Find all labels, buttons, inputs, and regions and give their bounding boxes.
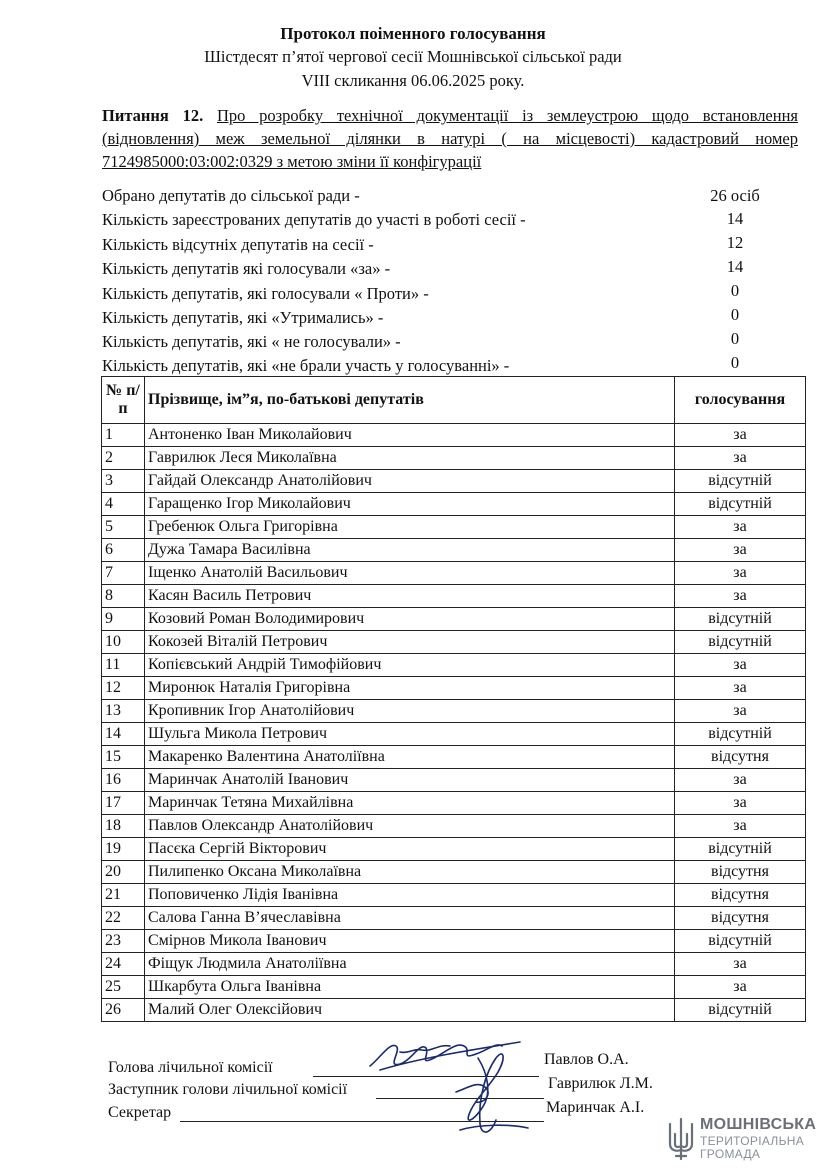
vote-value: відсутній xyxy=(675,838,806,861)
stat-label: Кількість відсутніх депутатів на сесії - xyxy=(102,235,374,254)
table-row xyxy=(102,769,806,792)
table-row xyxy=(102,424,806,447)
deputy-name: Фіщук Людмила Анатоліївна xyxy=(145,953,675,976)
table-header-row xyxy=(102,377,806,424)
signature-role: Голова лічильної комісії xyxy=(108,1059,273,1076)
stat-value: 14 xyxy=(726,257,744,276)
stat-label: Кількість депутатів, які «не брали участь у голосуванні» - xyxy=(102,356,510,375)
header-name: Прізвище, ім”я, по-батькові депутатів xyxy=(145,377,675,424)
deputy-name: Гаврилюк Леся Миколаївна xyxy=(145,447,675,470)
table-row xyxy=(102,838,806,861)
stat-label: Обрано депутатів до сільської ради - xyxy=(102,186,360,205)
row-number: 17 xyxy=(102,792,145,815)
vote-value: відсутній xyxy=(675,608,806,631)
table-row xyxy=(102,746,806,769)
stat-value: 0 xyxy=(730,305,740,324)
deputy-name: Макаренко Валентина Анатоліївна xyxy=(145,746,675,769)
deputy-name: Шульга Микола Петрович xyxy=(145,723,675,746)
trident-icon xyxy=(666,1116,696,1162)
stat-value: 0 xyxy=(730,281,740,300)
stat-value: 0 xyxy=(730,329,740,348)
table-row xyxy=(102,516,806,539)
signature-role: Секретар xyxy=(108,1104,172,1121)
table-row xyxy=(102,539,806,562)
deputy-name: Гаращенко Ігор Миколайович xyxy=(145,493,675,516)
row-number: 19 xyxy=(102,838,145,861)
row-number: 1 xyxy=(102,424,145,447)
vote-value: за xyxy=(675,700,806,723)
stat-label: Кількість депутатів, які « не голосували» - xyxy=(102,332,401,351)
logo-line-community: ГРОМАДА xyxy=(700,1147,761,1161)
row-number: 18 xyxy=(102,815,145,838)
row-number: 4 xyxy=(102,493,145,516)
row-number: 8 xyxy=(102,585,145,608)
deputy-name: Дужа Тамара Василівна xyxy=(145,539,675,562)
vote-value: за xyxy=(675,792,806,815)
table-row xyxy=(102,493,806,516)
table-row xyxy=(102,953,806,976)
row-number: 22 xyxy=(102,907,145,930)
logo-line-territorial: ТЕРИТОРІАЛЬНА xyxy=(700,1134,805,1148)
deputy-name: Пасєка Сергій Вікторович xyxy=(145,838,675,861)
vote-value: відсутня xyxy=(675,746,806,769)
deputy-name: Смірнов Микола Іванович xyxy=(145,930,675,953)
vote-value: відсутній xyxy=(675,470,806,493)
row-number: 12 xyxy=(102,677,145,700)
row-number: 15 xyxy=(102,746,145,769)
vote-value: за xyxy=(675,953,806,976)
row-number: 5 xyxy=(102,516,145,539)
vote-value: за xyxy=(675,424,806,447)
deputy-name: Кокозей Віталій Петрович xyxy=(145,631,675,654)
vote-value: за xyxy=(675,447,806,470)
vote-value: відсутня xyxy=(675,861,806,884)
deputy-name: Кропивник Ігор Анатолійович xyxy=(145,700,675,723)
signature-name: Маринчак А.І. xyxy=(546,1099,645,1116)
stat-label: Кількість депутатів які голосували «за» - xyxy=(102,259,391,278)
row-number: 2 xyxy=(102,447,145,470)
vote-value: за xyxy=(675,562,806,585)
table-row xyxy=(102,631,806,654)
vote-value: за xyxy=(675,539,806,562)
vote-value: відсутній xyxy=(675,631,806,654)
deputy-name: Антоненко Іван Миколайович xyxy=(145,424,675,447)
vote-value: відсутня xyxy=(675,907,806,930)
row-number: 10 xyxy=(102,631,145,654)
session-subtitle: Шістдесят п’ятої чергової сесії Мошнівської сільської ради xyxy=(204,47,622,66)
row-number: 26 xyxy=(102,999,145,1022)
handwritten-signatures xyxy=(360,1028,560,1148)
deputy-name: Салова Ганна В’ячеславівна xyxy=(145,907,675,930)
deputy-name: Гребенюк Ольга Григорівна xyxy=(145,516,675,539)
vote-value: за xyxy=(675,516,806,539)
signature-name: Павлов О.А. xyxy=(544,1051,629,1068)
stat-value: 14 xyxy=(726,209,744,228)
vote-value: за xyxy=(675,976,806,999)
deputy-name: Поповиченко Лідія Іванівна xyxy=(145,884,675,907)
vote-value: за xyxy=(675,815,806,838)
row-number: 9 xyxy=(102,608,145,631)
table-row xyxy=(102,447,806,470)
stat-label: Кількість депутатів, які голосували « Проти» - xyxy=(102,284,429,303)
table-row xyxy=(102,907,806,930)
stat-value: 0 xyxy=(730,353,740,372)
table-row xyxy=(102,861,806,884)
vote-value: відсутній xyxy=(675,723,806,746)
vote-value: за xyxy=(675,769,806,792)
deputy-name: Маринчак Анатолій Іванович xyxy=(145,769,675,792)
deputy-name: Павлов Олександр Анатолійович xyxy=(145,815,675,838)
vote-value: за xyxy=(675,654,806,677)
table-row xyxy=(102,884,806,907)
vote-value: відсутній xyxy=(675,493,806,516)
table-row xyxy=(102,585,806,608)
vote-value: за xyxy=(675,677,806,700)
table-row xyxy=(102,654,806,677)
signature-role: Заступник голови лічильної комісії xyxy=(108,1081,348,1098)
table-row xyxy=(102,723,806,746)
question-body: Про розробку технічної документації із землеустрою щодо встановлення (відновлення) меж земельної ділянки в натурі ( на місцевості) кадастровий номер 7124985000:03:002:0329 з метою зміни її конфігурації xyxy=(102,106,798,171)
deputy-name: Копієвський Андрій Тимофійович xyxy=(145,654,675,677)
row-number: 11 xyxy=(102,654,145,677)
vote-value: відсутня xyxy=(675,884,806,907)
row-number: 23 xyxy=(102,930,145,953)
stat-value: 12 xyxy=(726,233,744,252)
row-number: 20 xyxy=(102,861,145,884)
deputy-name: Малий Олег Олексійович xyxy=(145,999,675,1022)
header-vote: голосування xyxy=(675,377,806,424)
row-number: 13 xyxy=(102,700,145,723)
logo-title: МОШНІВСЬКА xyxy=(700,1116,817,1133)
table-row xyxy=(102,930,806,953)
table-row xyxy=(102,608,806,631)
question-number: Питання 12. xyxy=(102,106,204,125)
row-number: 7 xyxy=(102,562,145,585)
question-text xyxy=(102,104,798,173)
deputy-name: Пилипенко Оксана Миколаївна xyxy=(145,861,675,884)
stat-label: Кількість депутатів, які «Утримались» - xyxy=(102,308,384,327)
convocation-date: VIII скликання 06.06.2025 року. xyxy=(301,71,525,90)
table-row xyxy=(102,700,806,723)
logo-subtitle xyxy=(700,1135,804,1161)
table-row xyxy=(102,815,806,838)
vote-value: за xyxy=(675,585,806,608)
table-row xyxy=(102,976,806,999)
deputy-name: Шкарбута Ольга Іванівна xyxy=(145,976,675,999)
vote-value: відсутній xyxy=(675,999,806,1022)
table-row xyxy=(102,562,806,585)
signature-name: Гаврилюк Л.М. xyxy=(548,1075,653,1092)
deputy-name: Козовий Роман Володимирович xyxy=(145,608,675,631)
row-number: 14 xyxy=(102,723,145,746)
stat-label: Кількість зареєстрованих депутатів до участі в роботі сесії - xyxy=(102,210,526,229)
row-number: 25 xyxy=(102,976,145,999)
row-number: 3 xyxy=(102,470,145,493)
deputy-name: Іщенко Анатолій Васильович xyxy=(145,562,675,585)
protocol-title: Протокол поіменного голосування xyxy=(280,24,546,43)
row-number: 6 xyxy=(102,539,145,562)
vote-value: відсутній xyxy=(675,930,806,953)
table-row xyxy=(102,999,806,1022)
header-number: № п/п xyxy=(102,377,145,424)
deputy-name: Гайдай Олександр Анатолійович xyxy=(145,470,675,493)
table-row xyxy=(102,792,806,815)
row-number: 16 xyxy=(102,769,145,792)
row-number: 21 xyxy=(102,884,145,907)
stat-value: 26 осіб xyxy=(710,186,760,205)
row-number: 24 xyxy=(102,953,145,976)
table-row xyxy=(102,677,806,700)
deputy-name: Касян Василь Петрович xyxy=(145,585,675,608)
table-row xyxy=(102,470,806,493)
voting-table xyxy=(101,376,806,1022)
deputy-name: Маринчак Тетяна Михайлівна xyxy=(145,792,675,815)
deputy-name: Миронюк Наталія Григорівна xyxy=(145,677,675,700)
